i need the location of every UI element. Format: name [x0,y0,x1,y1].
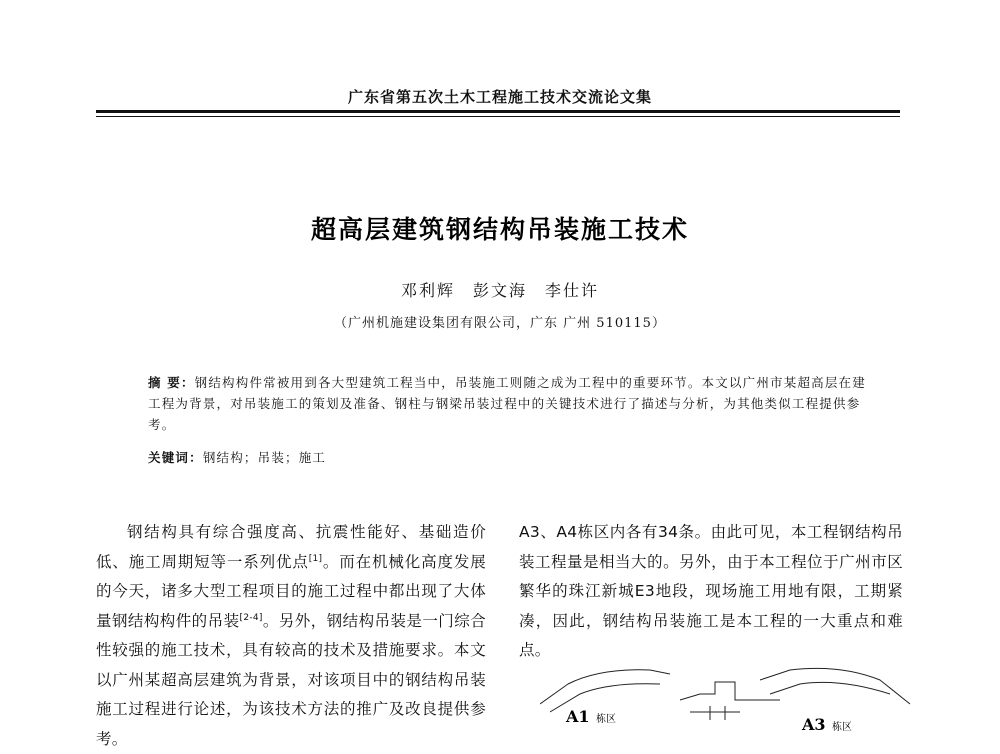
paper-authors: 邓利辉 彭文海 李仕许 [400,281,599,300]
figure-label-a3: A3 [802,715,826,734]
plan-outline-center [680,682,780,700]
body-left-column [96,518,486,754]
abstract-label: 摘 要： [148,375,195,390]
citation: [1] [308,553,323,564]
keywords-label: 关键词： [148,450,203,465]
keywords-text: 钢结构；吊装；施工 [202,450,327,465]
plan-outline-a3-inner [770,682,890,694]
body-text: A3、A4栋区内各有34条。由此可见，本工程钢结构吊装工程量是相当大的。另外，由于本工程位于广州市区繁华的珠江新城E3地段，现场施工用地有限，工期紧凑，因此，钢结构吊装施工是本工程的一大重点和难点。 [519,523,903,659]
site-plan-figure [540,660,920,740]
header-rule-thick [96,110,900,113]
body-text: 。而在机械化高度发展的今天，诸多大型工程项目的施工过程中都出现了大体量钢结构构件的吊装 [96,552,486,630]
figure-label-a1: A1 [566,707,590,726]
paper-title: 超高层建筑钢结构吊装施工技术 [310,215,689,244]
body-text: 钢结构具有综合强度高、抗震性能好、基础造价低、施工周期短等一系列优点 [96,523,486,571]
plan-outline-a3 [760,668,910,704]
keywords [148,447,868,468]
body-text: 。另外，钢结构吊装是一门综合性较强的施工技术，具有较高的技术及措施要求。本文以广州某超高层建筑为背景，对该项目中的钢结构吊装施工过程进行论述，为该技术方法的推广及改良提供参考。 [96,611,486,748]
figure-label-a1-sub: 栋区 [596,714,616,725]
figure-label-a3-sub: 栋区 [832,722,852,733]
body-right-column [519,518,903,666]
citation: [2-4] [239,612,263,623]
header-rule-thin [96,116,900,117]
paper-affiliation: （广州机施建设集团有限公司，广东 广州 510115） [334,316,666,331]
plan-outline-center-2 [690,706,740,720]
abstract-text: 钢结构构件常被用到各大型建筑工程当中，吊装施工则随之成为工程中的重要环节。本文以广州市某超高层在建工程为背景，对吊装施工的策划及准备、钢柱与钢梁吊装过程中的关键技术进行了描述与分析，为其他类似工程提供参考。 [148,375,866,432]
abstract [148,372,868,435]
running-header: 广东省第五次土木工程施工技术交流论文集 [347,88,652,106]
